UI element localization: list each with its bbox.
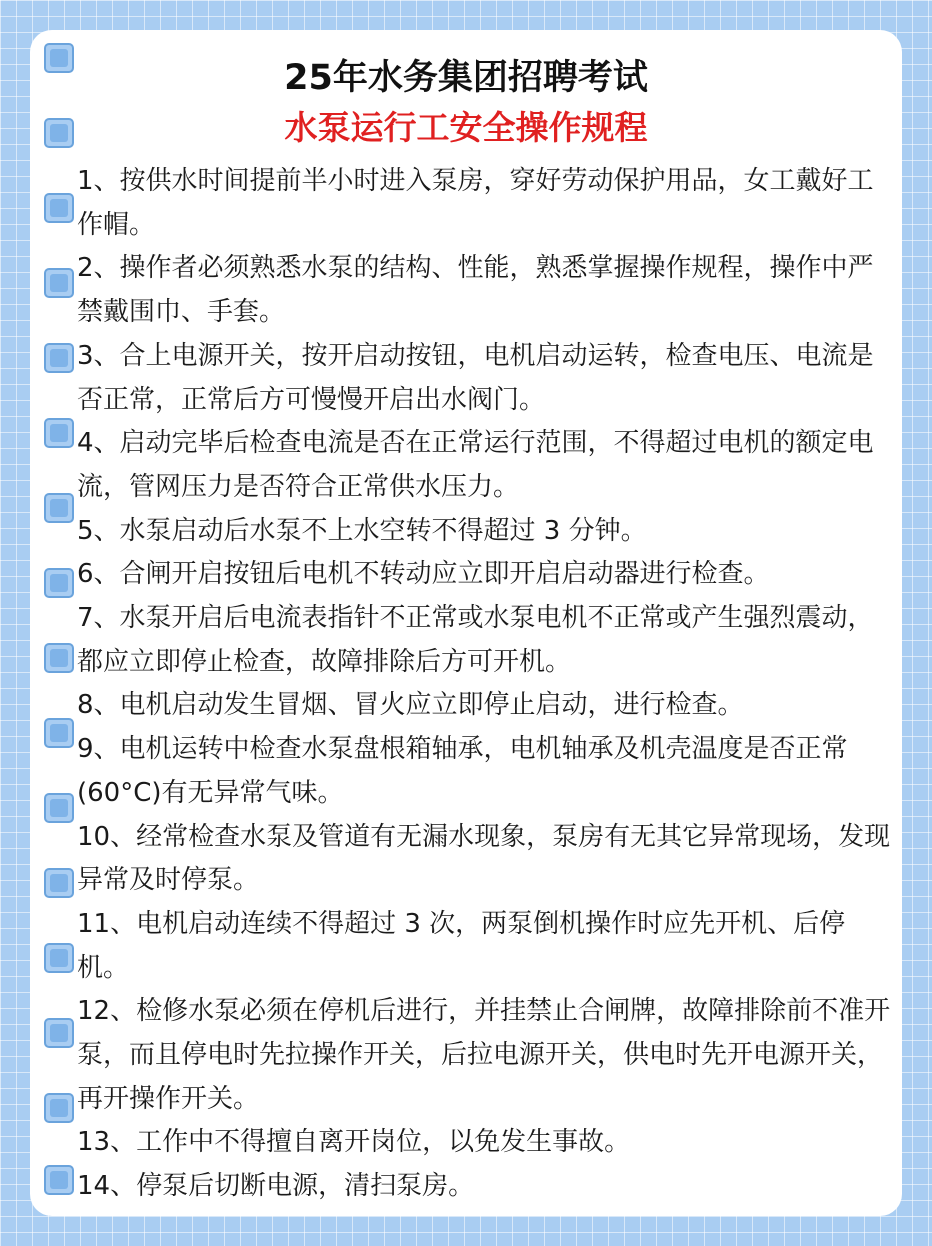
rule-item-1: 1、按供水时间提前半小时进入泵房，穿好劳动保护用品，女工戴好工作帽。 bbox=[77, 166, 874, 240]
binder-hole-icon bbox=[44, 1093, 74, 1123]
rule-item-11: 11、电机启动连续不得超过 3 次，两泵倒机操作时应先开机、后停机。 bbox=[77, 908, 846, 983]
rule-item-12: 12、检修水泵必须在停机后进行，并挂禁止合闸牌，故障排除前不准开泵，而且停电时先拉操作开关，后拉电源开关，供电时先开电源开关，再开操作开关。 bbox=[77, 996, 891, 1114]
rule-item-14: 14、停泵后切断电源，清扫泵房。 bbox=[77, 1171, 475, 1202]
rules-list bbox=[77, 160, 892, 1209]
binder-hole-icon bbox=[44, 718, 74, 748]
binder-hole-icon bbox=[44, 43, 74, 73]
binder-hole-icon bbox=[44, 643, 74, 673]
rule-item-5: 5、水泵启动后水泵不上水空转不得超过 3 分钟。 bbox=[77, 515, 647, 546]
binder-hole-icon bbox=[44, 568, 74, 598]
rule-item-9: 9、电机运转中检查水泵盘根箱轴承，电机轴承及机壳温度是否正常(60°C)有无异常气味。 bbox=[77, 734, 848, 808]
binder-hole-icon bbox=[44, 793, 74, 823]
binder-hole-icon bbox=[44, 1165, 74, 1195]
binder-hole-icon bbox=[44, 943, 74, 973]
binder-hole-icon bbox=[44, 418, 74, 448]
binder-hole-icon bbox=[44, 118, 74, 148]
binder-hole-icon bbox=[44, 493, 74, 523]
rule-item-8: 8、电机启动发生冒烟、冒火应立即停止启动，进行检查。 bbox=[77, 690, 744, 721]
rule-item-10: 10、经常检查水泵及管道有无漏水现象，泵房有无其它异常现场，发现异常及时停泵。 bbox=[77, 821, 891, 896]
binder-hole-icon bbox=[44, 1018, 74, 1048]
rule-item-2: 2、操作者必须熟悉水泵的结构、性能，熟悉掌握操作规程，操作中严禁戴围巾、手套。 bbox=[77, 253, 874, 328]
notebook-card bbox=[30, 30, 902, 1216]
binder-hole-icon bbox=[44, 268, 74, 298]
binder-hole-icon bbox=[44, 193, 74, 223]
page-subtitle: 水泵运行工安全操作规程 bbox=[284, 108, 648, 147]
binder-hole-icon bbox=[44, 343, 74, 373]
page-title: 25年水务集团招聘考试 bbox=[284, 58, 648, 98]
rule-item-7: 7、水泵开启后电流表指针不正常或水泵电机不正常或产生强烈震动，都应立即停止检查，故障排除后方可开机。 bbox=[77, 603, 874, 677]
binder-hole-icon bbox=[44, 868, 74, 898]
rule-item-13: 13、工作中不得擅自离开岗位，以免发生事故。 bbox=[77, 1127, 631, 1158]
rule-item-6: 6、合闸开启按钮后电机不转动应立即开启启动器进行检查。 bbox=[77, 559, 770, 590]
rule-item-4: 4、启动完毕后检查电流是否在正常运行范围，不得超过电机的额定电流，管网压力是否符合正常供水压力。 bbox=[77, 428, 874, 502]
rule-item-3: 3、合上电源开关，按开启动按钮，电机启动运转，检查电压、电流是否正常，正常后方可慢慢开启出水阀门。 bbox=[77, 340, 874, 415]
